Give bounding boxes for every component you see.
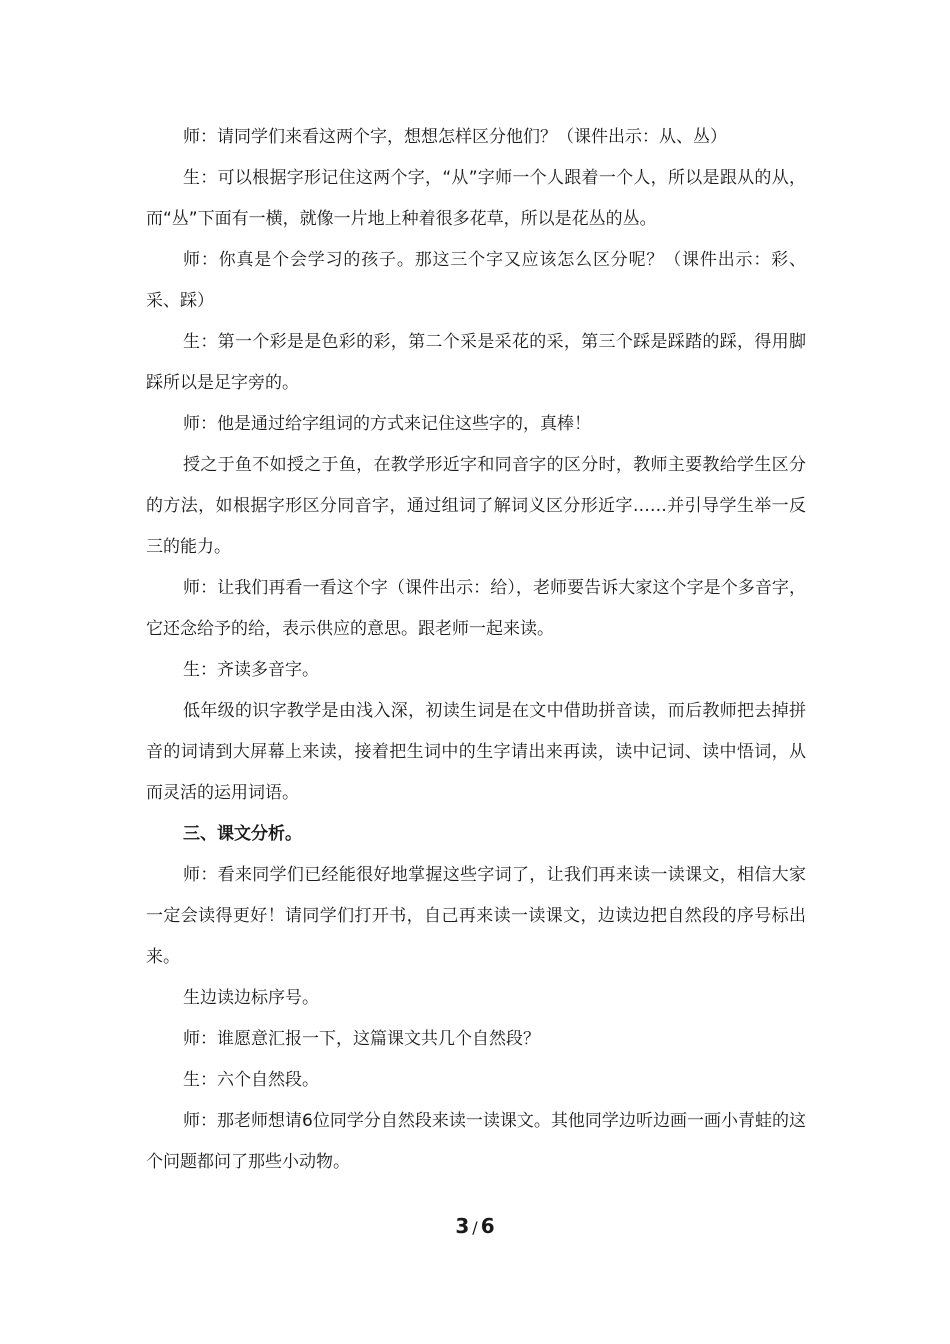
paragraph: 师：谁愿意汇报一下，这篇课文共几个自然段？ — [183, 1029, 540, 1049]
section-heading: 三、课文分析。 — [183, 824, 302, 844]
paragraph: 生边读边标序号。 — [183, 988, 319, 1008]
paragraph: 生：可以根据字形记住这两个字，“从”字师一个人跟着一个人，所以是跟从的从，而“丛”下面有一横，就像一片地上种着很多花草，所以是花丛的丛。 — [146, 168, 806, 229]
paragraph: 生：第一个彩是是色彩的彩，第二个采是采花的采，第三个踩是踩踏的踩，得用脚踩所以是足字旁的。 — [146, 332, 806, 393]
paragraph: 师：看来同学们已经能很好地掌握这些字词了，让我们再来读一读课文，相信大家一定会读得更好！请同学们打开书，自己再来读一读课文，边读边把自然段的序号标出来。 — [146, 865, 806, 967]
total-page-count: 6 — [480, 1214, 495, 1238]
paragraph: 师：那老师想请6位同学分自然段来读一读课文。其他同学边听边画一画小青蛙的这个问题都问了那些小动物。 — [146, 1111, 806, 1172]
paragraph: 师：请同学们来看这两个字，想想怎样区分他们？（课件出示：从、丛） — [183, 127, 727, 147]
paragraph: 师：他是通过给字组词的方式来记住这些字的，真棒！ — [183, 414, 591, 434]
paragraph: 师：你真是个会学习的孩子。那这三个字又应该怎么区分呢？（课件出示：彩、采、踩） — [146, 250, 806, 311]
current-page-number: 3 — [455, 1214, 470, 1238]
page-number — [0, 1211, 950, 1243]
document-body — [146, 117, 806, 1183]
paragraph: 低年级的识字教学是由浅入深，初读生词是在文中借助拼音读，而后教师把去掉拼音的词请到大屏幕上来读，接着把生词中的生字请出来再读，读中记词、读中悟词，从而灵活的运用词语。 — [146, 701, 806, 803]
paragraph: 生：齐读多音字。 — [183, 660, 319, 680]
paragraph: 授之于鱼不如授之于鱼，在教学形近字和同音字的区分时，教师主要教给学生区分的方法，如根据字形区分同音字，通过组词了解词义区分形近字……并引导学生举一反三的能力。 — [146, 455, 806, 557]
page-number-separator: / — [472, 1218, 478, 1237]
paragraph: 师：让我们再看一看这个字（课件出示：给），老师要告诉大家这个字是个多音字，它还念给予的给，表示供应的意思。跟老师一起来读。 — [146, 578, 806, 639]
paragraph: 生：六个自然段。 — [183, 1070, 319, 1090]
